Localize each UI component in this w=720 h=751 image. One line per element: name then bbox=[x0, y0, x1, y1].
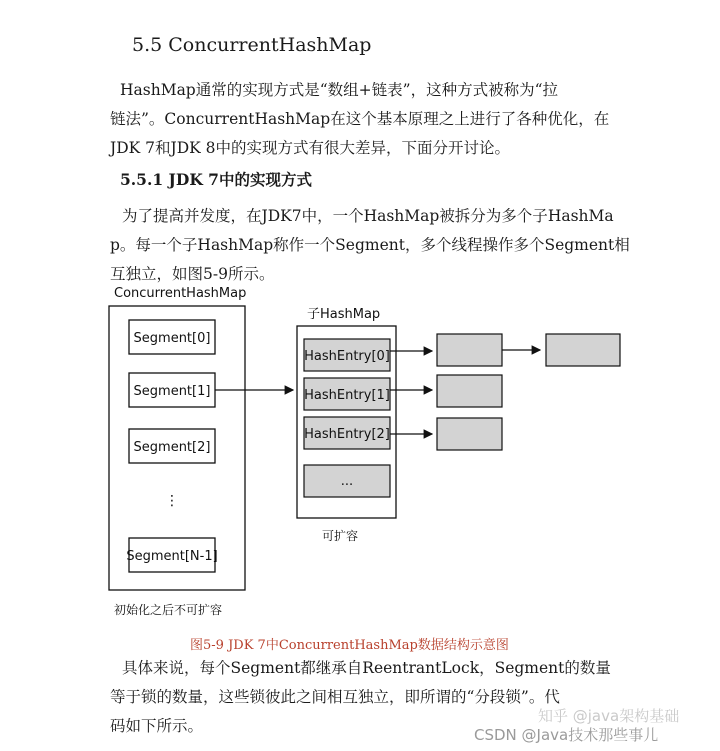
subsection-line: p。每一个子HashMap称作一个Segment，多个线程操作多个Segment相 bbox=[110, 236, 630, 254]
ellipsis-vertical: ⋮ bbox=[165, 493, 179, 509]
intro-line: 链法”。ConcurrentHashMap在这个基本原理之上进行了各种优化，在 bbox=[110, 110, 610, 128]
segment-0 bbox=[129, 320, 215, 354]
subsection-line: 互独立，如图5-9所示。 bbox=[110, 265, 275, 283]
outer-title: ConcurrentHashMap bbox=[114, 286, 247, 301]
hashentry-1 bbox=[304, 378, 390, 410]
subsection-line: 为了提高并发度，在JDK7中，一个HashMap被拆分为多个子HashMa bbox=[122, 207, 614, 225]
segment-2 bbox=[129, 429, 215, 463]
chain-node bbox=[546, 334, 620, 366]
segment-label: Segment[0] bbox=[133, 331, 211, 346]
hashentry-2 bbox=[304, 417, 390, 449]
segment-label: Segment[2] bbox=[133, 440, 211, 455]
hashentry-label: HashEntry[0] bbox=[304, 349, 390, 364]
hashentry-label: ... bbox=[340, 474, 354, 489]
segment-label: Segment[1] bbox=[133, 384, 211, 399]
sub-note: 可扩容 bbox=[322, 529, 359, 543]
chain-node bbox=[437, 334, 502, 366]
segment-n-1 bbox=[126, 538, 217, 572]
outer-note: 初始化之后不可扩容 bbox=[114, 603, 223, 617]
hashentry-label: HashEntry[2] bbox=[304, 427, 390, 442]
hashentry-0 bbox=[304, 339, 390, 371]
section-title: 5.5 ConcurrentHashMap bbox=[132, 34, 372, 56]
segment-1 bbox=[129, 373, 215, 407]
closing-line: 码如下所示。 bbox=[110, 717, 204, 735]
hashentry-more bbox=[304, 465, 390, 497]
hashentry-label: HashEntry[1] bbox=[304, 388, 390, 403]
intro-line: HashMap通常的实现方式是“数组+链表”，这种方式被称为“拉 bbox=[120, 81, 558, 99]
closing-line: 等于锁的数量，这些锁彼此之间相互独立，即所谓的“分段锁”。代 bbox=[110, 688, 560, 706]
zhihu-watermark: 知乎 @java架构基础 bbox=[538, 707, 680, 725]
closing-line: 具体来说，每个Segment都继承自ReentrantLock，Segment的数量 bbox=[122, 659, 611, 677]
sub-title: 子HashMap bbox=[307, 307, 381, 322]
segment-label: Segment[N-1] bbox=[126, 549, 218, 564]
chain-node bbox=[437, 418, 502, 450]
chain-node bbox=[437, 375, 502, 407]
subsection-title: 5.5.1 JDK 7中的实现方式 bbox=[120, 170, 312, 189]
figure-caption: 图5-9 JDK 7中ConcurrentHashMap数据结构示意图 bbox=[190, 638, 509, 653]
intro-line: JDK 7和JDK 8中的实现方式有很大差异，下面分开讨论。 bbox=[110, 139, 511, 157]
csdn-watermark: CSDN @Java技术那些事儿 bbox=[474, 726, 659, 744]
